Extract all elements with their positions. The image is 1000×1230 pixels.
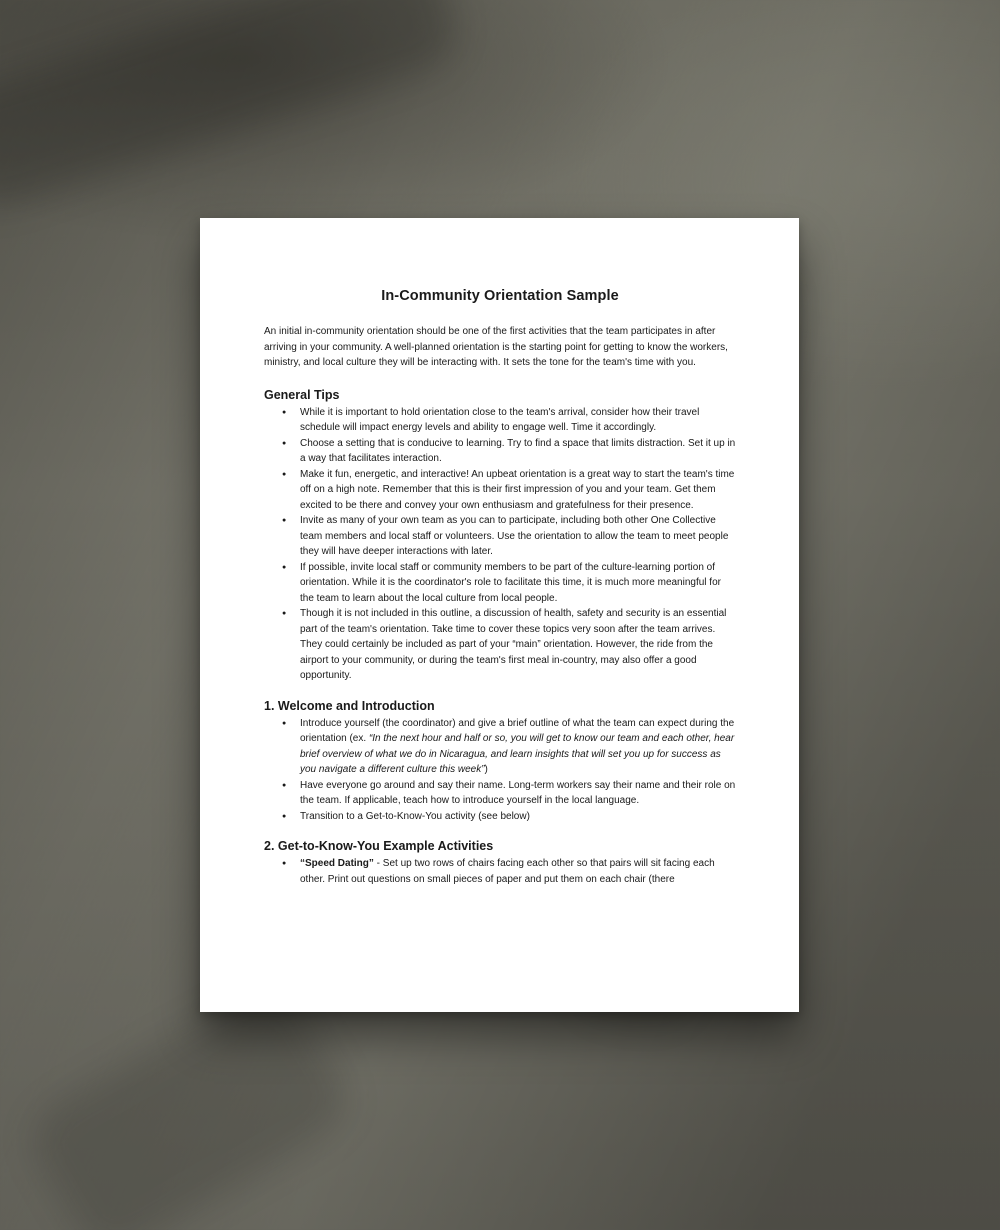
section-heading-general-tips: General Tips	[264, 387, 340, 402]
intro-paragraph: An initial in-community orientation should be one of the first activities that the team participates in after arriving in your community. A well-planned orientation is the starting point for getting to know the workers, ministry, and local culture they will be interacting with. It sets the tone for the team's time with you.	[264, 326, 728, 368]
document-content	[264, 288, 736, 901]
activities-list	[264, 856, 736, 887]
example-quote: “In the next hour and half or so, you will get to know our team and each other, hear brief overview of what we do in Nicaragua, and learn insights that will set you up for success as you navigate a different culture this week”	[300, 733, 735, 775]
list-item: ● Make it fun, energetic, and interactive! An upbeat orientation is a great way to start the team's time off on a high note. Remember that this is their first impression of you and your team. Get them excited to be there and convey your own enthusiasm and gratefulness for their presence.	[264, 467, 736, 514]
list-item: ● Have everyone go around and say their name. Long-term workers say their name and their role on the team. If applicable, teach how to introduce yourself in the local language.	[264, 778, 736, 809]
section-heading-activities: 2. Get-to-Know-You Example Activities	[264, 839, 494, 853]
list-item-text: )	[484, 764, 488, 775]
document-page	[200, 218, 799, 1012]
activity-name: “Speed Dating”	[300, 858, 374, 869]
list-item: ● While it is important to hold orientation close to the team's arrival, consider how their travel schedule will impact energy levels and ability to engage well. Time it accordingly.	[264, 405, 736, 436]
background-shadow	[0, 0, 466, 217]
list-item: ● If possible, invite local staff or community members to be part of the culture-learning portion of orientation. While it is the coordinator's role to facilitate this time, it is much more meaningful for the team to learn about the local culture from local people.	[264, 560, 736, 607]
document-title: In-Community Orientation Sample	[381, 288, 619, 304]
list-item	[264, 716, 736, 778]
section-heading-welcome: 1. Welcome and Introduction	[264, 698, 435, 713]
list-item-text: Introduce yourself (the coordinator) and give a brief outline of what the team can expect during the orientation (ex.	[300, 717, 735, 744]
list-item	[264, 856, 736, 887]
list-item: ● Though it is not included in this outline, a discussion of health, safety and security is an essential part of the team's orientation. Take time to cover these topics very soon after the team arrives. They could certainly be included as part of your “main” orientation. However, the ride from the airport to your community, or during the team's first meal in-country, may also offer a good opportunity.	[264, 606, 736, 684]
list-item-text: - Set up two rows of chairs facing each other so that pairs will sit facing each other. Print out questions on small pieces of paper and put them on each chair (there	[300, 858, 715, 885]
list-item: ● Invite as many of your own team as you can to participate, including both other One Collective team members and local staff or volunteers. Use the orientation to allow the team to meet people they will have deeper interactions with later.	[264, 513, 736, 560]
list-item: ● Transition to a Get-to-Know-You activity (see below)	[264, 809, 736, 825]
background-shadow	[20, 976, 360, 1230]
general-tips-list	[264, 405, 736, 684]
list-item: ● Choose a setting that is conducive to learning. Try to find a space that limits distraction. Set it up in a way that facilitates interaction.	[264, 436, 736, 467]
welcome-list	[264, 716, 736, 825]
